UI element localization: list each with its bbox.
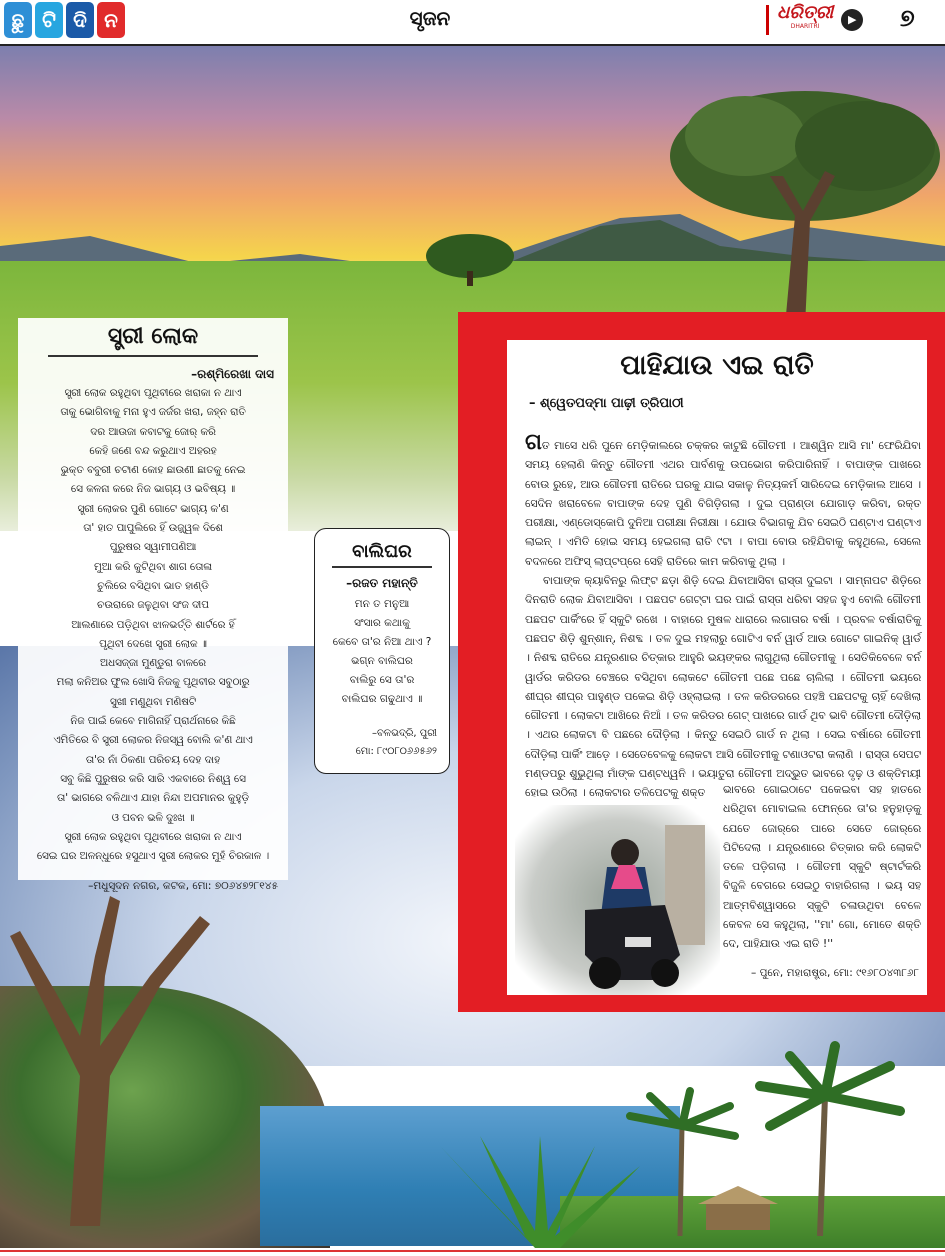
large-tree	[665, 86, 945, 331]
brand-sub: DHARITRI	[790, 23, 820, 30]
poem-author: –ରଜତ ମହାନ୍ତି	[346, 576, 418, 590]
poem-line: ସେ କଳନା କରେ ନିଜ ଭାଗ୍ୟ ଓ ଭବିଷ୍ୟ ॥	[70, 483, 236, 496]
masthead-letter: ନ	[97, 2, 125, 38]
poem-line: ବାଲିରୁ ସେ ତା'ର	[349, 674, 415, 686]
poem-line: ନିଜ ପାଇଁ କେବେ ମାଗିନାହିଁ ପ୍ରାର୍ଥନାରେ କିଛି	[70, 715, 236, 728]
footer-rule	[0, 1248, 945, 1256]
poem-line: ପୃଥିବୀ ଦେଖେ ସ୍ତ୍ରୀ ଲୋକ ॥	[99, 637, 207, 650]
poem-line: ବାଲିଘର ଗଢୁଥାଏ ॥	[341, 693, 423, 705]
poem-footer: –ମଧୁସୂଦନ ନଗର, କଟକ, ମୋ: ୭୦୬୪୭୨୮୧୪୫	[88, 880, 278, 893]
agave-plant	[420, 1136, 650, 1248]
poem-line: ଚୁଲିରେ ବସିଥିବା ଭାତ ହାଣ୍ଡି	[97, 579, 209, 592]
page-header	[0, 0, 945, 44]
poem-line: ସ୍ତ୍ରୀ ଲୋକ ରହୁଥିବା ପୃଥିବୀରେ ଖରାକା ନ ଥାଏ	[64, 387, 242, 399]
poem-line: ସେଇ ଘର ଅଳନ୍ଧୁରେ ହସୁଥାଏ ସ୍ତ୍ରୀ ଲୋକର ମୁହଁ ଚିରକାଳ ।	[36, 850, 270, 863]
poem-line: ଅଧସଜ୍ଜା ମୁଣ୍ଡୁରା ବାଳରେ	[99, 657, 206, 670]
poem-line: ସ୍ତ୍ରୀ ଲୋକ ରହୁଥିବା ପୃଥିବୀରେ ଖରାକା ନ ଥାଏ	[64, 830, 242, 843]
story-pahijau	[507, 340, 927, 995]
story-footer: – ପୁନେ, ମହାରାଷ୍ଟ୍ର, ମୋ: ୯୧୬୮୦୪୩୮୬୮	[750, 967, 919, 979]
story-title: ପାହିଯାଉ ଏଇ ରାତି	[620, 350, 814, 381]
poem-line: କେହି ଜଣେ ବନ୍ଦ କରୁଥାଏ ଅହରହ	[89, 444, 217, 457]
poem-author: –ରଶ୍ମିରେଖା ଦାସ	[191, 367, 274, 381]
poem-stri-lok	[18, 318, 288, 893]
poem-line: ଦର ଆଉଜା କବାଟକୁ ଜୋର୍ କରି	[90, 425, 216, 438]
story-paragraph: ତ ମାସେ ଧରି ପୁନେ ମେଡ଼ିକାଲରେ ଚକ୍କର କାଟୁଛି ଗୌତମୀ । ଆଶ୍ୱିନ ଆସି ମା' ଫେରିଯିବା ସମୟ ହେଲାଣି କିନ୍ତୁ ଗୌତମୀ ଏଥର ପାର୍ବଣକୁ ଉପଭୋଗ କରିପାରିନାହିଁ । ବାପାଙ୍କ ପାଖରେ ବୋଉ ରୁହେ, ଆଉ ଗୌତମୀ ରାତିରେ ଘରକୁ ଯାଇ ସକାଳୁ ନିତ୍ୟକର୍ମ ସାରିଦେଇ ମେଡ଼ିକାଲ ଆସେ । ସେଦିନ ଖରାବେଳେ ବାପାଙ୍କ ଦେହ ପୁଣି ବିଗିଡ଼ିଗଲା । ଦୁଇ ପ୍ରାଣ୍ଡା ଯୋଗାଡ଼ କରିବା, ରକ୍ତ ପରୀକ୍ଷା, ଏଣ୍ଡୋସ୍କୋପି ଦୁନିଆ ପରୀକ୍ଷା ନିରୀକ୍ଷା । ଯୋଉ ବିଭାଗକୁ ଯିବ ସେଇଠି ଘଣ୍ଟାଏ ଘଣ୍ଟାଏ ଲାଇନ୍ । ଏମିତି ହୋଇ ସମୟ ହେଇଗଲା ରାତି ୯ଟା । ବାପା ବୋଉ ରହିଯିବାକୁ କହୁଥିଲେ, ସେଲେ ବଦଳରେ ଅଫିସ୍ ଲାପ୍‌ଟପ୍‌ରେ ସେହି ରାତିରେ କାମ କରିବାକୁ ଥିଲା ।	[525, 439, 921, 568]
poem-line: ଭଗ୍ନ ବାଲିଘର	[351, 655, 413, 667]
brand-name: ଧରିତ୍ରୀ	[777, 2, 834, 23]
poem-line: ମଲା କନିଅର ଫୁଲ ଖୋସି ନିଜକୁ ପୃଥିବୀର ସବୁଠାରୁ	[56, 676, 250, 689]
bare-tree	[0, 876, 230, 1226]
page-number: ୭	[900, 4, 915, 32]
thatched-hut	[698, 1186, 778, 1230]
story-paragraph: ବାପାଙ୍କ କ୍ୟାବିନରୁ ଲିଫ୍ଟ ଛଡ଼ା ଶିଡ଼ି ଦେଇ ଯିବାଆସିବା ରାସ୍ତା ଦୁଇଟା । ସାମ୍ନାପଟ ଶିଡ଼ିରେ ଦିନରାତି ଲୋକ ଯିବାଆସିବା । ପଛପଟ ଗେଟ୍‌ଟା ଘର ପାଇଁ ରାସ୍ତା ଧରିବା ସହଜ ହୁଏ ବୋଲି ଗୌତମୀ ପଛପଟ ପାର୍କିଂରେ ହିଁ ସ୍କୁଟି ରଖେ । ବାହାରେ ମୁଷଳ ଧାରାରେ ଲଗାତାର ବର୍ଷା । ପ୍ରବଳ ବର୍ଷାରାତିକୁ ପଛପଟ ଶିଡ଼ି ଶୁନ୍‌ଶାନ୍, ନିଶବ୍ଦ । ତଳ ଦୁଇ ମହଲାରୁ ଗୋଟିଏ ବର୍ନ ୱାର୍ଡ ଆଉ ଗୋଟେ ଗାଇନିକ୍ ୱାର୍ଡ । ନିଶବ୍ଦ ରାତିରେ ଯନ୍ତ୍ରଣାର ଚିତ୍କାର ଆହୁରି ଭୟଙ୍କର ଲାଗୁଥିଲା ଗୌତମୀକୁ । ସେତିକିବେଳେ ବର୍ନ ୱାର୍ଡର କରିଡର ବେଞ୍ଚରେ ବସିଥିବା ଲୋକଟେ ଗୌତମୀ ପଛେ ପଛେ ଚାଲିଲା । ଗୌତମୀ ଭୟରେ ଶୀଘ୍ର ଶୀଘ୍ର ପାହୁଣ୍ଡ ପକେଇ ଶିଡ଼ି ଓହ୍ଲାଇଲା । ତଳ କରିଡରରେ ପହଞ୍ଚି ପଛପଟକୁ ଚାହିଁ ଦେଖିଲା ଗୌତମୀ । ଲୋକଟା ଆଖିରେ ନିଆଁ । ତଳ କରିଡର ଗେଟ୍ ପାଖରେ ଗାର୍ଡ ଥିବ ଭାବି ଗୌତମୀ ଦୌଡ଼ିଲା । ଏଥର ଲୋକଟା ବି ପଛରେ ଦୌଡ଼ିଲା । କିନ୍ତୁ ସେଇଠି ଗାର୍ଡ ନ ଥିଲା । ସେଇ ବର୍ଷାରେ ଗୌତମୀ ଦୌଡ଼ିଲା ପାର୍କିଂ ଆଡ଼େ । ସେତେବେଳକୁ ଲୋକଟା ଆସି ଗୌତମୀକୁ ଟଣାଓଟରା କଲାଣି । ରାସ୍ତା ସେପଟ ମଣ୍ଡପରୁ ଶୁଭୁଥିଲା ମାଁଙ୍କ ଘଣ୍ଟଧ୍ୱନି । ଭୟାତୁରା ଗୌତମୀ ଅଦ୍ଭୁତ ଭାବରେ ଦୃଢ଼ ଓ ଶକ୍ତିମୟୀ ହୋଇ ଉଠିଲା । ଲୋକଟାର ତଳିପେଟକୁ ଶକ୍ତ	[525, 574, 921, 800]
poem-line: ଚଉରାରେ ଜଳୁଥିବା ସଂଜ ଦୀପ	[97, 599, 209, 612]
brand-divider	[766, 5, 769, 35]
poem-footer-phone: ମୋ: ୮୯୦୮୦୬୬୫୬୨	[355, 746, 437, 757]
poem-title: ସ୍ତ୍ରୀ ଲୋକ	[107, 324, 199, 349]
poem-line: ସବୁ କିଛି ପୁରୁଷର କରି ସାରି ଏକବାରେ ନିଶ୍ୱ ସେ	[60, 772, 246, 785]
poem-line: ଓ ପବନ ଭଳି ଦୁଃଖ ॥	[111, 811, 195, 824]
small-tree	[420, 231, 520, 286]
masthead-logo	[4, 2, 125, 38]
poem-baligharo	[314, 528, 450, 774]
story-author: – ଶ୍ୱେତପଦ୍ମା ପାଢ଼ୀ ତ୍ରିପାଠୀ	[529, 396, 684, 411]
poem-line: ଆଲଣାରେ ପଡ଼ିଥିବା ଝାଳଭର୍ତ୍ତି ଶାର୍ଟରେ ହିଁ	[71, 618, 235, 631]
poem-line: ତା' ହାତ ପାପୁଲିରେ ହିଁ ଉଜ୍ଜ୍ୱଳ ଦିଶେ	[83, 522, 223, 535]
poem-line: ସ୍ତ୍ରୀ ଲୋକର ପୁଣି ଗୋଟେ ଭାଗ୍ୟ କ'ଣ	[77, 502, 229, 515]
poem-title: ବାଲିଘର	[352, 541, 412, 562]
poem-footer-place: –ବଳଭଦ୍ରି, ପୁରୀ	[372, 728, 437, 739]
poem-line: ପୁରୁଷର ସ୍ୱାମୀପଣିଆ	[109, 541, 197, 554]
story-column: ଭାବରେ ଗୋଇଠାଟେ ପକେଇବା ସହ ହାତରେ ଧରିଥିବା ମୋବାଇଲ ଫୋନ୍‌ରେ ତା'ର ହନୁହାଡ଼କୁ ଯେତେ ଜୋର୍‌ରେ ପାରେ ସେତେ ଜୋର୍‌ରେ ପିଟିଦେଲା । ଯନ୍ତ୍ରଣାରେ ଚିତ୍କାର କରି ଲୋକଟି ତଳେ ପଡ଼ିଗଲା । ଗୌତମୀ ସ୍କୁଟି ଷ୍ଟାର୍ଟକରି ବିଜୁଳି ବେଗରେ ସେଇଠୁ ବାହାରିଗଲା । ଭୟ ସହ ଆତ୍ମବିଶ୍ୱାସରେ ସ୍କୁଟି ଚଳାଉଥିବା ବେଳେ କେବଳ ସେ କହୁଥିଲା, ''ମା' ଗୋ, ମୋତେ ଶକ୍ତି ଦେ, ପାହିଯାଉ ଏଇ ରାତି !''	[723, 783, 921, 951]
poem-footer	[315, 709, 449, 761]
palm-trees	[620, 1036, 940, 1236]
poem-line: ତା' ଭାଗରେ ବଳିଥାଏ ଯାହା ନିନ୍ଦା ଅପମାନର କୁହୁଡ଼ି	[57, 792, 249, 805]
poem-line: ତାକୁ ଭୋଗିବାକୁ ମନା ହୁଏ ଜର୍ଜର ଖରା, ଜହ୍ନ ରାତି	[60, 406, 246, 419]
drop-cap: ଗ	[525, 430, 542, 455]
section-title: ସୃଜନ	[409, 6, 451, 30]
poem-line: ଭୁକ୍ତ ବବୁରୀ ଚଟାଣ କୋହ ଛାଉଣୀ ଛାତକୁ ନେଇ	[60, 464, 246, 477]
poem-line: ଏମିତିରେ ବି ସ୍ତ୍ରୀ ଲୋକର ନିଜସ୍ୱ ବୋଲି କ'ଣ ଥାଏ	[53, 734, 253, 747]
masthead-letter: ଦି	[66, 2, 94, 38]
poem-line: ସୁଖୀ ମଣୁଥିବା ମଣିଷଟି	[110, 695, 196, 708]
play-icon: ▶	[841, 9, 863, 31]
masthead-letter: ଟି	[35, 2, 63, 38]
poem-line: ମୁଆ କରି କୁଟିଥିବା ଶାଗ ତୋଳା	[94, 560, 212, 573]
poem-line: ତା'ର ନାଁ ଠିକଣା ପରିଚୟ ଦେହ ଦାହ	[85, 753, 221, 766]
poem-line: କେବେ ତା'ର ନିଆ ଥାଏ ?	[332, 636, 432, 648]
poem-line: ସଂସାର କଥାକୁ	[354, 617, 410, 629]
poem-lines	[18, 384, 288, 866]
brand-logo	[766, 4, 863, 36]
poem-line: ମନ ତ ମନୁଆ	[354, 598, 410, 610]
scooter-photo	[515, 805, 720, 995]
masthead-letter: ଛୁ	[4, 2, 32, 38]
story-body	[525, 430, 921, 803]
poem-lines	[315, 591, 449, 709]
